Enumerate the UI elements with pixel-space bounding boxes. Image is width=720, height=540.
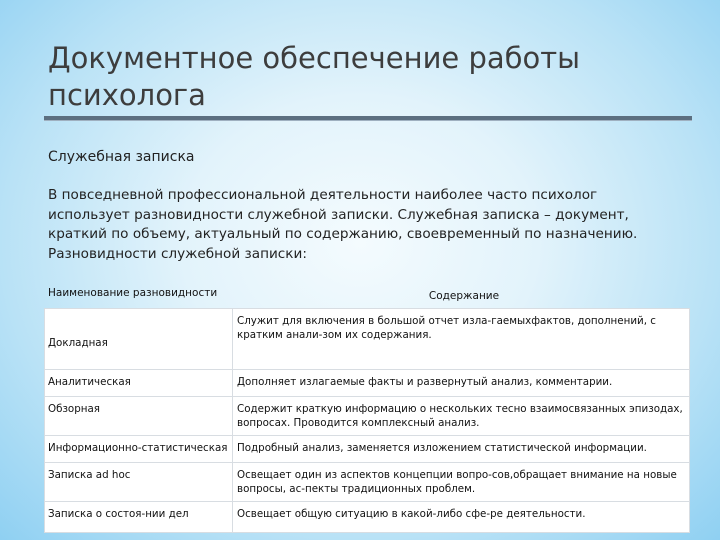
table-row	[45, 502, 690, 533]
table-row	[45, 370, 690, 397]
row-content: Освещает один из аспектов концепции вопро-сов,обращает внимание на новые вопросы, ас-пекты традиционных проблем.	[233, 463, 690, 502]
table-row	[45, 436, 690, 463]
header-name: Наименование разновидности	[48, 287, 218, 299]
intro-paragraph: В повседневной профессиональной деятельности наиболее часто психолог использует разновидности служебной записки. Служебная записка – документ, краткий по объему, актуальный по содержанию, своевременный по назначению. Разновидности служебной записки:	[48, 187, 638, 262]
table-row	[45, 463, 690, 502]
memo-types-table	[44, 284, 690, 533]
table-row	[45, 309, 690, 370]
title-divider	[44, 116, 692, 121]
slide-title: Документное обеспечение работы психолога	[48, 41, 581, 112]
row-name: Записка ad hoc	[45, 463, 233, 502]
row-name: Аналитическая	[45, 370, 233, 397]
row-content: Дополняет излагаемые факты и развернутый анализ, комментарии.	[233, 370, 690, 397]
table-row	[45, 397, 690, 436]
header-content: Содержание	[428, 290, 500, 302]
row-name: Докладная	[45, 309, 233, 370]
row-name: Информационно-статистическая	[45, 436, 233, 463]
row-name: Обзорная	[45, 397, 233, 436]
row-content: Освещает общую ситуацию в какой-либо сфе-ре деятельности.	[233, 502, 690, 533]
slide-subtitle: Служебная записка	[48, 149, 195, 165]
table-body	[44, 308, 690, 533]
row-name: Записка о состоя-нии дел	[45, 502, 233, 533]
row-content: Служит для включения в большой отчет изла-гаемыхфактов, дополнений, с кратким анали-зом их содержания.	[233, 309, 690, 370]
row-content: Подробный анализ, заменяется изложением статистической информации.	[233, 436, 690, 463]
table-header	[44, 284, 690, 308]
row-content: Содержит краткую информацию о нескольких тесно взаимосвязанных эпизодах, вопросах. Проводится комплексный анализ.	[233, 397, 690, 436]
